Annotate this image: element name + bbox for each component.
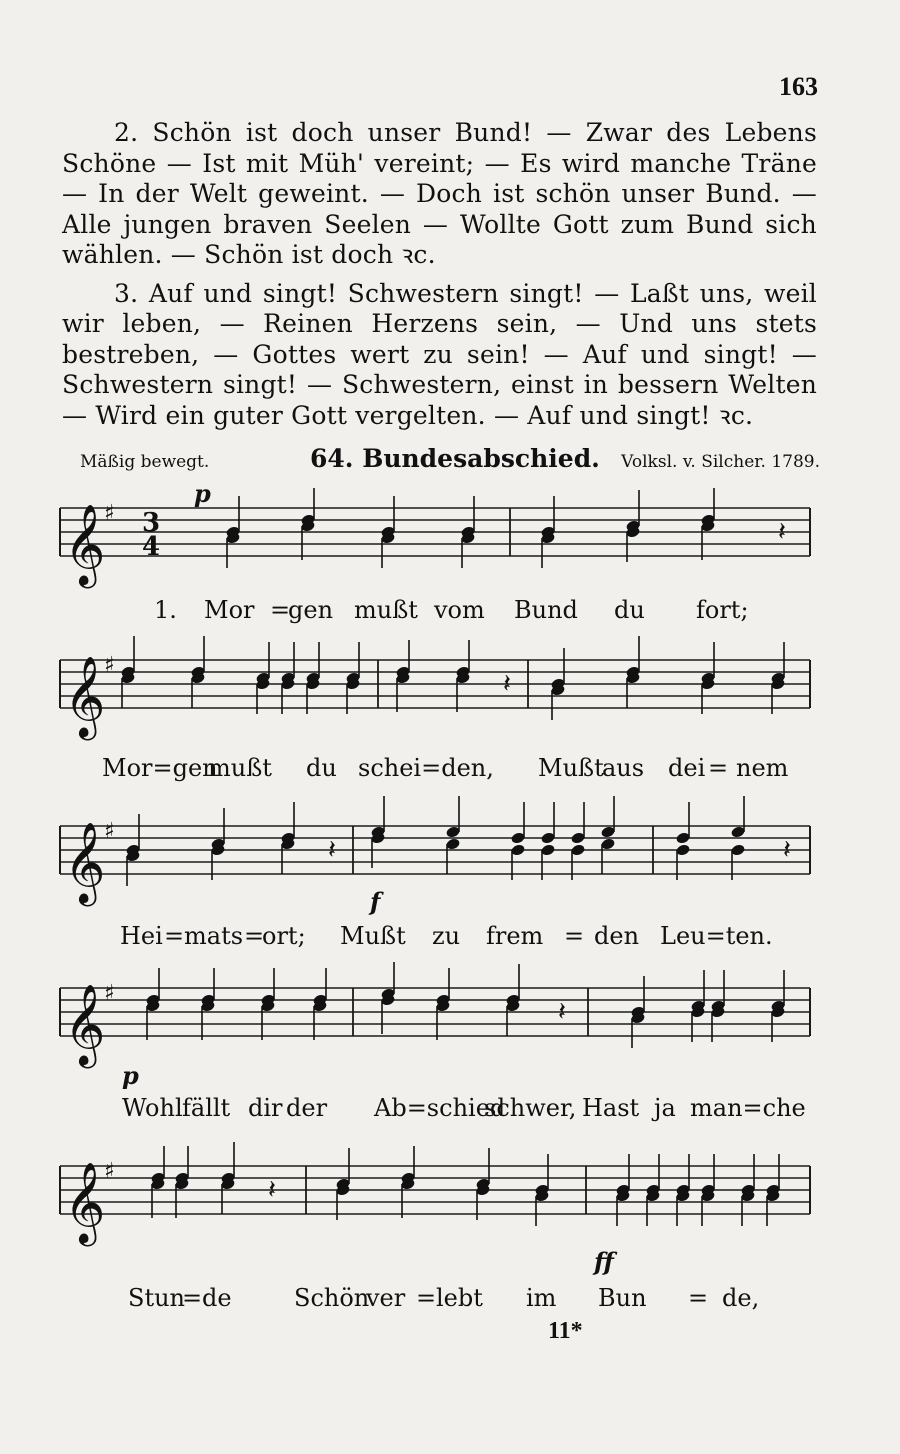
lyric-syllable: de [202,1284,232,1312]
lyric-syllable: schwer, [484,1094,577,1122]
sharp-icon: ♯ [104,1159,115,1184]
signature-mark: 11* [548,1318,583,1344]
lyric-syllable: = [164,922,185,950]
lyric-syllable: Schön [294,1284,370,1312]
lyric-syllable: Wohl [122,1094,183,1122]
time-signature-bottom: 4 [142,532,161,562]
tempo-marking: Mäßig bewegt. [80,452,210,472]
lyric-syllable: Hast [582,1094,640,1122]
lyric-syllable: Bund [514,596,578,624]
lyric-syllable: Ab=schied [374,1094,506,1122]
lyric-syllable: = [564,922,585,950]
lyric-syllable: aus [602,754,645,782]
lyric-syllable: de, [722,1284,760,1312]
staff-2 [58,640,818,750]
dynamic-marking: p [194,479,211,508]
sharp-icon: ♯ [104,981,115,1006]
song-title: 64. Bundesabschied. [310,444,600,473]
lyric-syllable: dir [248,1094,283,1122]
lyric-syllable: Hei [120,922,163,950]
lyric-syllable: der [286,1094,328,1122]
lyric-syllable: = [244,922,265,950]
page-number: 163 [779,72,818,101]
rest-icon: 𝄽 [268,1175,276,1205]
lyric-syllable: schei=den, [358,754,494,782]
lyric-syllable: Bun [598,1284,647,1312]
lyric-syllable: Leu=ten. [660,922,773,950]
lyric-syllable: ort; [262,922,306,950]
music-system-4 [58,962,818,1122]
dynamic-marking: p [122,1061,139,1090]
lyric-syllable: lebt [436,1284,483,1312]
lyric-syllable: = [182,1284,203,1312]
staff-1 [58,479,818,596]
sharp-icon: ♯ [104,501,115,526]
lyric-syllable: = [688,1284,709,1312]
lyric-syllable: = [416,1284,437,1312]
music-system-1 [58,479,818,636]
lyric-syllable: den [594,922,640,950]
lyric-syllable: du [614,596,645,624]
song-heading [80,446,820,478]
lyric-syllable: zu [432,922,461,950]
rest-icon: 𝄽 [778,517,786,547]
staff-3 [58,800,818,920]
lyric-syllable: mats [184,922,244,950]
lyric-syllable: du [306,754,337,782]
music-system-5 [58,1126,818,1312]
rest-icon: 𝄽 [503,669,511,699]
verse-2: 2. Schön ist doch unser Bund! — Zwar des Lebens Schöne — Ist mit Müh' vereint; — Es wird manche Träne — In der Welt geweint. — Doch ist schön unser Bund. — Alle jungen braven Seelen — Wollte Gott zum Bund sich wählen. — Schön ist doch ꝛc. [62,118,817,269]
lyric-syllable: Mor=gen [102,754,218,782]
music-system-3 [58,800,818,960]
lyric-syllable: fällt [182,1094,231,1122]
treble-clef-icon: 𝄞 [64,655,106,737]
dynamic-marking: f [370,887,381,916]
lyric-syllable: im [526,1284,557,1312]
lyric-syllable: Stun [128,1284,185,1312]
time-signature-top: 3 [142,508,161,538]
lyric-syllable: Mußt [538,754,604,782]
lyric-syllable: man=che [690,1094,806,1122]
sharp-icon: ♯ [104,819,115,844]
lyric-syllable: mußt [208,754,272,782]
rest-icon: 𝄽 [783,835,791,865]
lyric-syllable: 1. [154,596,177,624]
treble-clef-icon: 𝄞 [64,983,106,1065]
lyric-syllable: = [708,754,729,782]
sharp-icon: ♯ [104,653,115,678]
lyric-syllable: frem [486,922,544,950]
lyric-syllable: mußt [354,596,418,624]
composer-credit: Volksl. v. Silcher. 1789. [621,452,820,472]
lyric-syllable: Mußt [340,922,406,950]
staff-5 [58,1126,818,1276]
lyric-syllable: gen [288,596,334,624]
rest-icon: 𝄽 [328,835,336,865]
music-system-2 [58,640,818,800]
lyric-syllable: = [270,596,291,624]
lyric-syllable: dei [668,754,706,782]
dynamic-marking: ff [594,1247,614,1276]
treble-clef-icon: 𝄞 [64,821,106,903]
verse-text [62,118,817,439]
treble-clef-icon: 𝄞 [64,503,106,585]
lyric-syllable: nem [736,754,789,782]
verse-3: 3. Auf und singt! Schwestern singt! — Laßt uns, weil wir leben, — Reinen Herzens sein, — Und uns stets bestreben, — Gottes wert zu sein! — Auf und singt! — Schwestern singt! — Schwestern, einst in bessern Welten — Wird ein guter Gott vergelten. — Auf und singt! ꝛc. [62,278,817,430]
lyric-syllable: vom [434,596,485,624]
treble-clef-icon: 𝄞 [64,1161,106,1243]
lyric-syllable: Mor [204,596,255,624]
rest-icon: 𝄽 [558,997,566,1027]
staff-4 [58,962,818,1090]
lyric-syllable: ja [654,1094,676,1122]
lyric-syllable: fort; [696,596,749,624]
lyric-syllable: ver [366,1284,406,1312]
